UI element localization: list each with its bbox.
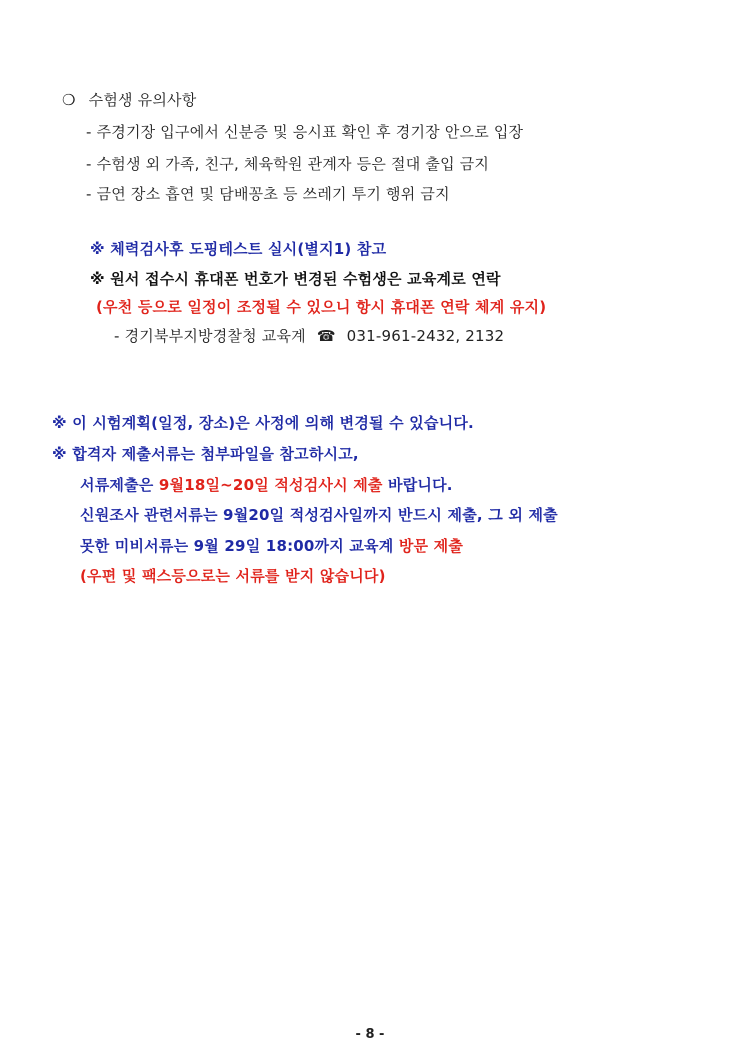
page-number: - 8 - xyxy=(355,1027,385,1042)
submit-line xyxy=(80,474,453,495)
list-item: - 주경기장 입구에서 신분증 및 응시표 확인 후 경기장 안으로 입장 xyxy=(86,123,524,141)
contact-line xyxy=(114,325,504,346)
background-check-notice: 신원조사 관련서류는 9월20일 적성검사일까지 반드시 제출, 그 외 제출 xyxy=(80,506,558,524)
circle-bullet-icon: ❍ xyxy=(62,91,76,109)
submit-date: 9월18일~20일 적성검사시 제출 xyxy=(158,476,383,494)
missing-docs-line xyxy=(80,535,463,556)
phone-change-note: ※ 원서 접수시 휴대폰 번호가 변경된 수험생은 교육계로 연락 xyxy=(90,270,501,288)
list-item: - 금연 장소 흡연 및 담배꽁초 등 쓰레기 투기 행위 금지 xyxy=(86,185,450,203)
submit-prefix: 서류제출은 xyxy=(80,476,159,494)
submit-suffix: 바랍니다. xyxy=(382,476,453,494)
phone-change-detail: (우천 등으로 일정이 조정될 수 있으니 항시 휴대폰 연락 체계 유지) xyxy=(96,298,547,316)
no-mail-notice: (우편 및 팩스등으로는 서류를 받지 않습니다) xyxy=(80,567,386,585)
contact-prefix: - 경기북부지방경찰청 교육계 xyxy=(114,327,306,345)
documents-intro: ※ 합격자 제출서류는 첨부파일을 참고하시고, xyxy=(52,445,359,463)
contact-numbers: 031-961-2432, 2132 xyxy=(346,327,505,345)
section-title: 수험생 유의사항 xyxy=(88,91,197,109)
missing-prefix: 못한 미비서류는 9월 29일 18:00까지 교육계 xyxy=(80,537,399,555)
doping-note: ※ 체력검사후 도핑테스트 실시(별지1) 참고 xyxy=(90,240,387,258)
missing-visit: 방문 제출 xyxy=(398,537,464,555)
section-heading xyxy=(62,89,196,110)
list-item: - 수험생 외 가족, 친구, 체육학원 관계자 등은 절대 출입 금지 xyxy=(86,155,490,173)
schedule-change-notice: ※ 이 시험계획(일정, 장소)은 사정에 의해 변경될 수 있습니다. xyxy=(52,414,474,432)
phone-icon: ☎ xyxy=(316,327,336,345)
